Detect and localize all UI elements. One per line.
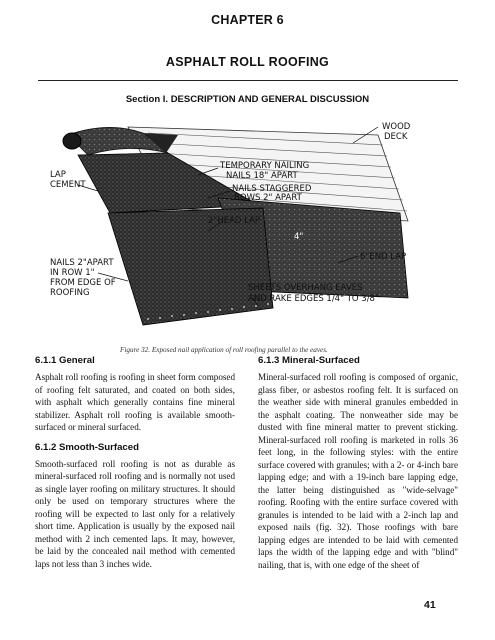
label-overhang-1: SHEETS OVERHANG EAVES: [248, 283, 363, 293]
label-wood-deck-2: DECK: [384, 132, 408, 142]
left-column: [35, 355, 235, 578]
heading-mineral-surfaced: 6.1.3 Mineral-Surfaced: [258, 355, 360, 366]
label-nails-apart-2: IN ROW 1": [50, 268, 95, 278]
paragraph-general: Asphalt roll roofing is roofing in sheet form composed of roofing felt saturated, and coated on both sides, with asphalt which generally contains fine mineral stabilizer. Asphalt roll roofing is available smooth-surfaced or mineral surfaced.: [35, 372, 235, 432]
right-column: [258, 355, 458, 579]
page-title: ASPHALT ROLL ROOFING: [165, 55, 330, 69]
label-nails-apart-3: FROM EDGE OF: [50, 278, 116, 288]
label-head-lap: 2"HEAD LAP: [208, 216, 261, 226]
label-overhang-2: AND RAKE EDGES 1/4" TO 3/8": [248, 294, 379, 304]
paragraph-smooth-surfaced: Smooth-surfaced roll roofing is not as durable as mineral-surfaced roll roofing and is normally not used as single layer roofing on military structures. It should only be used on temporary structures where the roofing will be expected to last only for a relatively short time. Application is usually by the exposed nail method with 2 inch cemented laps. It may, however, be laid by the concealed nail method with cemented laps not less than 3 inches wide.: [35, 458, 235, 569]
paragraph-mineral-surfaced: Mineral-surfaced roll roofing is composed of organic, glass fiber, or asbestos roofing felt. It is surfaced on the weather side with mineral granules embedded in the asphalt coating. The nonweather side may be dusted with fine mineral matter to prevent sticking. Mineral-surfaced roll roofing is marketed in rolls 36 feet long, in the following styles: with the entire surface covered with granules; with a 2- or 4-inch bare lapping edge; and with a 19-inch bare lapping edge, the latter being distinguished as "wide-selvage" roofing. Roofing with the entire surface covered with granules is intended to be laid with a 2-inch lap and exposed nails (fig. 32). Those roofings with bare lapping edges are intended to be laid with cemented laps the width of the lapping edge and with "blind" nailing, that is, with one edge of the sheet of: [258, 372, 458, 570]
chapter-heading: CHAPTER 6: [211, 13, 284, 27]
page-number: 41: [424, 599, 436, 611]
heading-general: 6.1.1 General: [35, 355, 95, 366]
label-nails-staggered-2: ROWS 2" APART: [234, 193, 302, 203]
label-lap-cement-1: LAP: [50, 170, 66, 180]
roofing-illustration: [48, 113, 448, 345]
label-four-inch: 4": [294, 232, 304, 242]
heading-smooth-surfaced: 6.1.2 Smooth-Surfaced: [35, 441, 139, 453]
label-temp-nailing-1: TEMPORARY NAILING: [220, 161, 310, 171]
label-temp-nailing-2: NAILS 18" APART: [226, 171, 298, 181]
label-lap-cement-2: CEMENT: [50, 180, 86, 190]
label-nails-staggered-1: NAILS STAGGERED: [232, 184, 312, 194]
figure-caption: Figure 32. Exposed nail application of roll roofing parallel to the eaves.: [120, 346, 328, 354]
label-end-lap: 6"END LAP: [360, 252, 407, 262]
label-wood-deck-1: WOOD: [382, 122, 411, 132]
section-heading: Section I. DESCRIPTION AND GENERAL DISCUSSION: [125, 94, 370, 105]
title-rule: [38, 80, 458, 81]
label-nails-apart-4: ROOFING: [50, 288, 90, 298]
label-nails-apart-1: NAILS 2"APART: [50, 258, 114, 268]
